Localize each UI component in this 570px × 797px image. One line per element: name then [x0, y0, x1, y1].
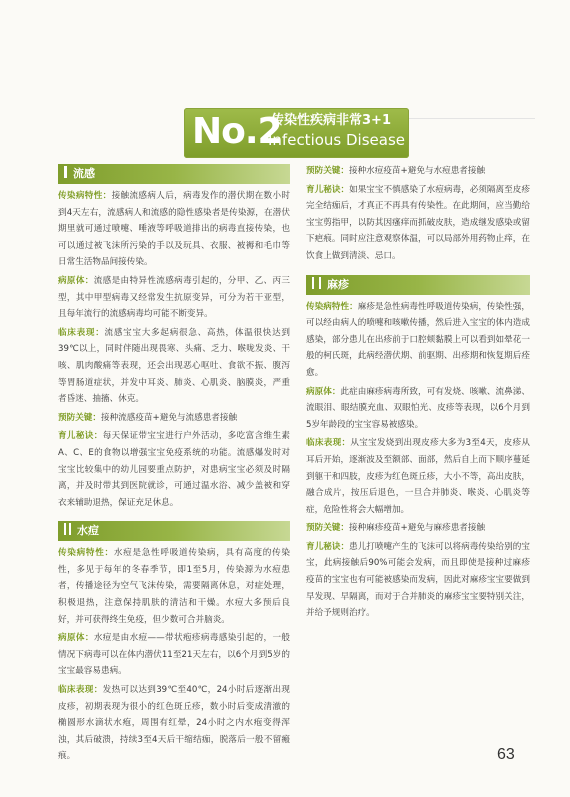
paragraph — [306, 163, 530, 180]
paragraph — [58, 630, 290, 680]
section-heading-chickenpox — [58, 521, 290, 541]
section-marker-icon — [312, 277, 321, 289]
paragraph-text: 接触流感病人后，病毒发作的潜伏期在数小时到4天左右，流感病人和流感的隐性感染者是传染源，在潜伏期里就可通过喷嚏、唾液等呼吸道排出的病毒直接传染，也可以通过被飞沫所污染的手以及玩具、衣服、被褥和毛巾等日常生活物品间接传染。 — [58, 191, 290, 268]
paragraph-label: 病原体： — [58, 275, 94, 286]
paragraph — [58, 682, 290, 765]
section-marker-icon — [64, 523, 71, 535]
paragraph-text: 如果宝宝不慎感染了水痘病毒，必须隔离至皮疹完全结痂后，才真正不再具有传染性。在此期间，应当勤给宝宝剪指甲，以防其因瘙痒而抓破皮肤，造成继发感染或留下疤痕。同时应注意观察体温，可以局部外用药物止痒，在饮食上做到清淡、忌口。 — [306, 184, 530, 261]
section-title: 麻疹 — [327, 277, 349, 291]
paragraph — [306, 435, 530, 518]
paragraph-label: 传染病特性： — [306, 301, 358, 312]
section-heading-measles — [306, 275, 530, 295]
paragraph-label: 传染病特性： — [58, 548, 114, 559]
paragraph-text: 接种水痘疫苗+避免与水痘患者接触 — [348, 166, 486, 176]
paragraph-label: 临床表现： — [306, 438, 351, 449]
chapter-number: No.2 — [192, 111, 282, 152]
chapter-title-en: Infectious Disease — [268, 131, 405, 149]
page-number: 63 — [497, 746, 515, 763]
section-title: 流感 — [73, 167, 95, 180]
paragraph-label: 临床表现： — [58, 685, 103, 696]
paragraph-text: 发热可以达到39℃至40℃，24小时后逐渐出现皮疹，初期表现为很小的红色斑丘疹，数小时后变成清澈的椭圆形水滴状水疱，周围有红晕，24小时之内水疱变得浑浊，其后破溃，持续3至4天后干缩结痂，脱落后一般不留瘢痕。 — [58, 685, 290, 762]
paragraph-label: 育儿秘诀： — [306, 541, 350, 552]
paragraph — [306, 520, 530, 537]
paragraph-text: 每天保证带宝宝进行户外活动，多吃富含维生素A、C、E的食物以增强宝宝免疫系统的功能。流感爆发时对宝宝比较集中的幼儿园要重点防护，对患病宝宝必须及时隔离，并及时带其到医院就诊，可通过温水浴、减少盖被和穿衣来辅助退热，保证充足休息。 — [58, 431, 290, 508]
paragraph-text: 此症由麻疹病毒所致，可有发烧、咳嗽、流鼻涕、流眼泪、眼结膜充血、双眼怕光、皮疹等表现，以6个月到5岁年龄段的宝宝容易被感染。 — [306, 386, 530, 430]
paragraph-text: 接种流感疫苗+避免与流感患者接触 — [100, 412, 238, 423]
paragraph-label: 预防关键： — [306, 166, 349, 176]
paragraph — [58, 545, 290, 628]
section-heading-flu — [58, 164, 290, 184]
paragraph-text: 患儿打喷嚏产生的飞沫可以将病毒传染给别的宝宝，此病接触后90%可能会发病，而且即使是接种过麻疹疫苗的宝宝也有可能被感染而发病，因此对麻疹宝宝要做到早发现、早隔离，而对于合并肺炎的麻疹宝宝要特别关注，并给予规则治疗。 — [306, 541, 530, 619]
paragraph-label: 预防关键： — [306, 523, 349, 534]
paragraph-text: 麻疹是急性病毒性呼吸道传染病，传染性强，可以经由病人的喷嚏和咳嗽传播，然后进入宝宝的体内造成感染，部分患儿在出疹前于口腔颊黏膜上可以看到如晕花一般的柯氏斑，此病经潜伏期、前驱期、出疹期和恢复期后痊愈。 — [306, 301, 530, 378]
left-column — [58, 164, 290, 767]
paragraph-text: 流感是由特异性流感病毒引起的，分甲、乙、丙三型，其中甲型病毒又经常发生抗原变异，可分为若干亚型，且每年流行的流感病毒均可能不断变异。 — [58, 275, 290, 320]
paragraph — [306, 384, 530, 434]
paragraph — [58, 188, 290, 271]
paragraph-label: 临床表现： — [58, 327, 105, 338]
paragraph-label: 病原体： — [306, 386, 341, 397]
paragraph-text: 流感宝宝大多起病很急、高热，体温很快达到39℃以上，同时伴随出现畏寒、头痛、乏力、喉咙发炎、干咳、肌肉酸痛等表现，还会出现恶心呕吐、食欲不振、腹泻等胃肠道症状，并发中耳炎、肺炎、心肌炎、脑膜炎，严重者昏迷、抽搐、休克。 — [58, 327, 290, 405]
paragraph-label: 预防关键： — [58, 412, 101, 423]
paragraph-text: 水痘是由水痘——带状疱疹病毒感染引起的，一般情况下病毒可以在体内潜伏11至21天左右，以6个月到5岁的宝宝最容易患病。 — [58, 633, 290, 677]
section-title: 水痘 — [77, 524, 99, 538]
paragraph-label: 育儿秘诀： — [58, 431, 103, 442]
paragraph — [306, 182, 530, 265]
paragraph — [58, 410, 290, 427]
paragraph — [58, 428, 290, 511]
paragraph — [306, 539, 530, 622]
paragraph-label: 育儿秘诀： — [306, 184, 350, 195]
paragraph-label: 传染病特性： — [58, 191, 112, 201]
paragraph-label: 病原体： — [58, 633, 94, 644]
paragraph — [58, 325, 290, 408]
paragraph-text: 从宝宝发烧到出现皮疹大多为3至4天，皮疹从耳后开始，逐渐波及至额部、面部，然后自上而下顺序蔓延到躯干和四肢，皮疹为红色斑丘疹，大小不等，高出皮肤，融合成片，按压后退色，一旦合并肺炎、喉炎、心肌炎等症，危险性将会大幅增加。 — [306, 438, 530, 515]
paragraph-text: 接种麻疹疫苗+避免与麻疹患者接触 — [348, 523, 486, 534]
paragraph — [58, 273, 290, 323]
chapter-title-zh: 传染性疾病非常3+1 — [271, 113, 391, 128]
paragraph — [306, 299, 530, 382]
right-column — [306, 163, 530, 624]
section-marker-icon — [64, 166, 67, 178]
paragraph-text: 水痘是急性呼吸道传染病，具有高度的传染性，多见于每年的冬春季节，即1至5月，传染源为水痘患者，传播途径为空气飞沫传染，需要隔离休息，对症处理，积极退热，注意保持肌肤的清洁和干燥。水痘大多预后良好，并可获得终生免疫，但少数可合并脑炎。 — [58, 548, 290, 625]
